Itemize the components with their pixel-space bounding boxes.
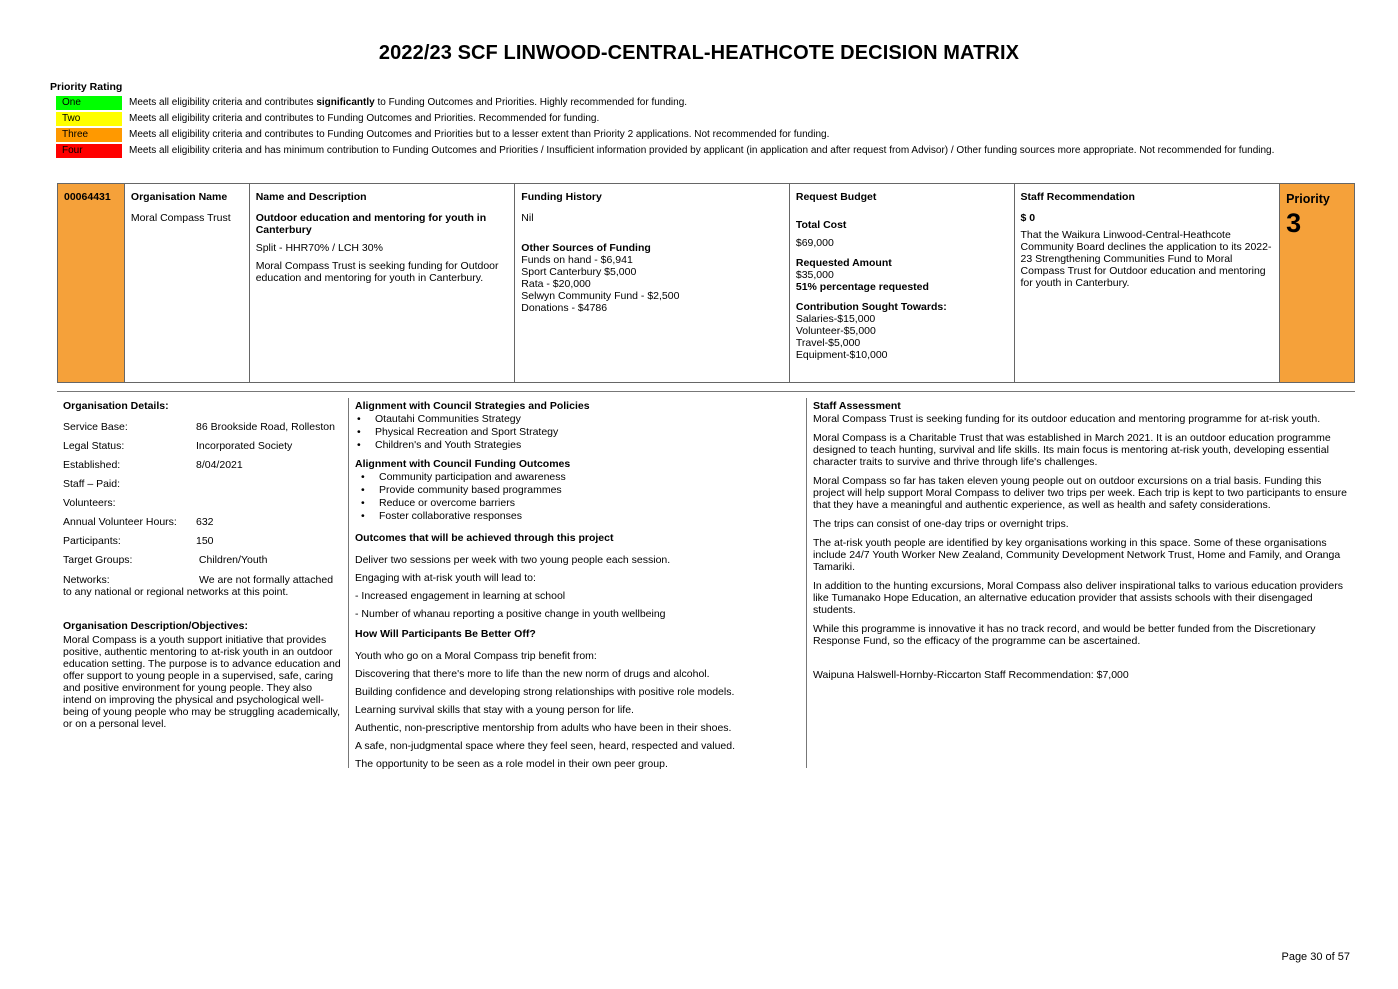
staff-recommendation-heading: Staff Recommendation <box>1020 191 1135 203</box>
project-outcome-item: - Number of whanau reporting a positive change in youth wellbeing <box>355 607 666 620</box>
priority-rating-heading: Priority Rating <box>50 81 123 93</box>
funding-split: Split - HHR70% / LCH 30% <box>255 242 383 254</box>
other-sources-heading: Other Sources of Funding <box>521 242 651 254</box>
contribution-heading: Contribution Sought Towards: <box>795 301 947 313</box>
networks-value: We are not formally attached to any national or regional networks at this point. <box>63 574 334 598</box>
priority-value: 3 <box>1286 208 1302 238</box>
staff-recommendation-line: Waipuna Halswell-Hornby-Riccarton Staff Recommendation: $7,000 <box>813 669 1129 681</box>
detail-label: Staff – Paid: <box>63 478 121 490</box>
detail-row-volunteer-hours <box>63 513 341 532</box>
contribution-item: Equipment-$10,000 <box>795 349 888 361</box>
project-outcome-item: - Increased engagement in learning at school <box>355 589 566 602</box>
request-budget-cell <box>790 184 1015 382</box>
funding-outcomes-heading: Alignment with Council Funding Outcomes <box>355 458 571 471</box>
funding-outcome-item: • Foster collaborative responses <box>379 510 800 523</box>
requested-amount-value: $35,000 <box>795 269 834 281</box>
legend-swatch-three: Three <box>56 128 122 142</box>
organisation-name: Moral Compass Trust <box>130 212 231 224</box>
name-description-heading: Name and Description <box>255 191 367 203</box>
other-source-item: Funds on hand - $6,941 <box>521 254 633 266</box>
organisation-name-heading: Organisation Name <box>130 191 228 203</box>
project-title: Outdoor education and mentoring for youth in Canterbury <box>255 212 487 236</box>
detail-label: Legal Status: <box>63 440 125 452</box>
legend-swatch-four: Four <box>56 144 122 158</box>
project-description: Moral Compass Trust is seeking funding for Outdoor education and mentoring for youth in Canterbury. <box>255 260 499 284</box>
strategy-item: • Physical Recreation and Sport Strategy <box>375 426 800 439</box>
other-source-item: Selwyn Community Fund - $2,500 <box>521 290 680 302</box>
detail-label: Established: <box>63 459 121 471</box>
detail-label: Target Groups: <box>63 554 133 566</box>
legend-swatch-two: Two <box>56 112 122 126</box>
detail-row-participants <box>63 532 341 551</box>
project-outcomes-heading: Outcomes that will be achieved through this project <box>355 531 614 544</box>
funding-history-heading: Funding History <box>521 191 602 203</box>
detail-label: Service Base: <box>63 421 128 433</box>
funding-history-value: Nil <box>521 212 534 224</box>
funding-outcomes-list <box>355 471 800 522</box>
organisation-description: Moral Compass is a youth support initiative that provides positive, authentic mentoring to at-risk youth in an outdoor education setting. The purpose is to advance education and offer support to young people in a supervised, safe, caring and positive environment for young people. They also intend on improving the physical and psychological well-being of young people who may be struggling academically, or on a personal level. <box>63 634 341 730</box>
staff-recommendation-text: That the Waikura Linwood-Central-Heathcote Community Board declines the application to its 2022-23 Strengthening Communities Fund to Moral Compass Trust for Outdoor education and mentoring for youth in Canterbury. <box>1020 229 1272 289</box>
legend-row-three <box>56 128 1316 142</box>
contribution-item: Travel-$5,000 <box>795 337 861 349</box>
contribution-list <box>796 313 1008 361</box>
other-source-item: Sport Canterbury $5,000 <box>521 266 637 278</box>
staff-assessment-section <box>806 398 1354 768</box>
project-outcome-item: Engaging with at-risk youth will lead to: <box>355 571 536 584</box>
legend-row-two <box>56 112 1316 126</box>
staff-assessment-heading: Staff Assessment <box>813 400 901 412</box>
assessment-paragraph: While this programme is innovative it has no track record, and would be better funded from the Discretionary Response Fund, so the efficacy of the programme can be ascertained. <box>813 623 1316 647</box>
assessment-paragraph: In addition to the hunting excursions, Moral Compass also deliver inspirational talks to various education providers like Tumanako Hope Education, an alternative education provider that assists schools with their disengaged students. <box>813 580 1343 616</box>
strategies-heading: Alignment with Council Strategies and Policies <box>355 400 590 412</box>
page-number: Page 30 of 57 <box>1281 951 1350 963</box>
requested-amount-label: Requested Amount <box>795 257 892 269</box>
legend-text-one: Meets all eligibility criteria and contributes significantly to Funding Outcomes and Priorities. Highly recommended for funding. <box>129 97 688 108</box>
page-title: 2022/23 SCF LINWOOD-CENTRAL-HEATHCOTE DECISION MATRIX <box>378 42 1020 64</box>
better-off-heading: How Will Participants Be Better Off? <box>355 627 536 640</box>
project-outcome-item: Deliver two sessions per week with two young people each session. <box>355 553 671 566</box>
detail-value: 8/04/2021 <box>196 459 243 471</box>
total-cost-label: Total Cost <box>795 219 847 231</box>
name-description-cell <box>250 184 516 382</box>
other-source-item: Donations - $4786 <box>521 302 608 314</box>
better-off-item: Building confidence and developing strong relationships with positive role models. <box>355 685 735 698</box>
application-id: 00064431 <box>64 191 111 203</box>
legend-row-four <box>56 144 1316 158</box>
detail-row-staff-paid <box>63 475 341 494</box>
application-id-cell <box>58 184 125 382</box>
better-off-item: The opportunity to be seen as a role model in their own peer group. <box>355 757 668 770</box>
other-source-item: Rata - $20,000 <box>521 278 591 290</box>
detail-label: Participants: <box>63 535 121 547</box>
legend-text-four: Meets all eligibility criteria and has minimum contribution to Funding Outcomes and Priorities / Insufficient information provided by applicant (in application and after request from Advisor) / Other funding sources more appropriate. Not recommended for funding. <box>129 145 1275 156</box>
funding-outcome-item: • Community participation and awareness <box>379 471 800 484</box>
detail-value: Children/Youth <box>196 554 268 566</box>
percentage-requested: 51% percentage requested <box>795 281 929 293</box>
detail-value: 86 Brookside Road, Rolleston <box>196 421 335 433</box>
legend-row-one <box>56 96 1316 110</box>
networks-row <box>63 574 341 598</box>
organisation-details-section <box>63 400 341 730</box>
better-off-item: Discovering that there's more to life than the new norm of drugs and alcohol. <box>355 667 710 680</box>
strategies-list <box>355 413 800 451</box>
organisation-description-heading: Organisation Description/Objectives: <box>63 620 248 632</box>
total-cost-value: $69,000 <box>795 237 834 249</box>
contribution-item: Salaries-$15,000 <box>795 313 876 325</box>
priority-legend <box>56 96 1316 160</box>
detail-row-volunteers <box>63 494 341 513</box>
assessment-paragraph: The at-risk youth people are identified by key organisations working in this space. Some of these organisations include 24/7 Youth Worker New Zealand, Community Development Network Trust, Home and Family, and Oranga Tamariki. <box>813 537 1341 573</box>
organisation-details-heading: Organisation Details: <box>63 400 169 412</box>
detail-row-target-groups <box>63 551 341 570</box>
strategy-item: • Children's and Youth Strategies <box>375 439 800 452</box>
assessment-paragraph: Moral Compass is a Charitable Trust that was established in March 2021. It is an outdoor education programme designed to teach hunting, survival and life skills. Its main focus is mentoring at-risk youth, developing essential character traits to survive and thrive through life's challenges. <box>813 432 1331 468</box>
better-off-item: Youth who go on a Moral Compass trip benefit from: <box>355 649 597 662</box>
detail-value: 632 <box>196 516 214 528</box>
detail-label: Annual Volunteer Hours: <box>63 516 177 528</box>
detail-row-service-base <box>63 418 341 437</box>
detail-row-established <box>63 456 341 475</box>
networks-label: Networks: <box>63 574 110 586</box>
priority-label: Priority <box>1286 192 1330 206</box>
organisation-name-cell <box>125 184 250 382</box>
section-divider <box>57 391 1355 392</box>
better-off-item: Authentic, non-prescriptive mentorship from adults who have been in their shoes. <box>355 721 732 734</box>
staff-recommendation-cell <box>1015 184 1281 382</box>
other-sources-list <box>521 254 783 314</box>
funding-history-cell <box>515 184 790 382</box>
funding-outcome-item: • Reduce or overcome barriers <box>379 497 800 510</box>
strategy-item: • Otautahi Communities Strategy <box>375 413 800 426</box>
assessment-paragraph: The trips can consist of one-day trips or overnight trips. <box>813 518 1069 530</box>
priority-cell <box>1280 184 1354 382</box>
alignment-section <box>348 398 800 768</box>
detail-row-legal-status <box>63 437 341 456</box>
detail-label: Volunteers: <box>63 497 116 509</box>
legend-text-two: Meets all eligibility criteria and contributes to Funding Outcomes and Priorities. Recommended for funding. <box>129 113 600 124</box>
better-off-item: Learning survival skills that stay with a young person for life. <box>355 703 634 716</box>
detail-value: Incorporated Society <box>196 440 293 452</box>
assessment-paragraph: Moral Compass so far has taken eleven young people out on outdoor excursions on a trial basis. Funding this project will help support Moral Compass to deliver two trips per week. Each trip is kept to two participants to ensure that they have a meaningful and authentic experience, as well as health and safety considerations. <box>813 475 1347 511</box>
legend-text-three: Meets all eligibility criteria and contributes to Funding Outcomes and Priorities but to a lesser extent than Priority 2 applications. Not recommended for funding. <box>129 129 830 140</box>
legend-swatch-one: One <box>56 96 122 110</box>
request-budget-heading: Request Budget <box>795 191 877 203</box>
staff-recommendation-amount: $ 0 <box>1020 212 1036 224</box>
funding-outcome-item: • Provide community based programmes <box>379 484 800 497</box>
decision-matrix <box>57 183 1355 383</box>
contribution-item: Volunteer-$5,000 <box>795 325 876 337</box>
detail-value: 150 <box>196 535 214 547</box>
better-off-item: A safe, non-judgmental space where they feel seen, heard, respected and valued. <box>355 739 735 752</box>
assessment-paragraph: Moral Compass Trust is seeking funding for its outdoor education and mentoring programme for at-risk youth. <box>813 413 1321 425</box>
